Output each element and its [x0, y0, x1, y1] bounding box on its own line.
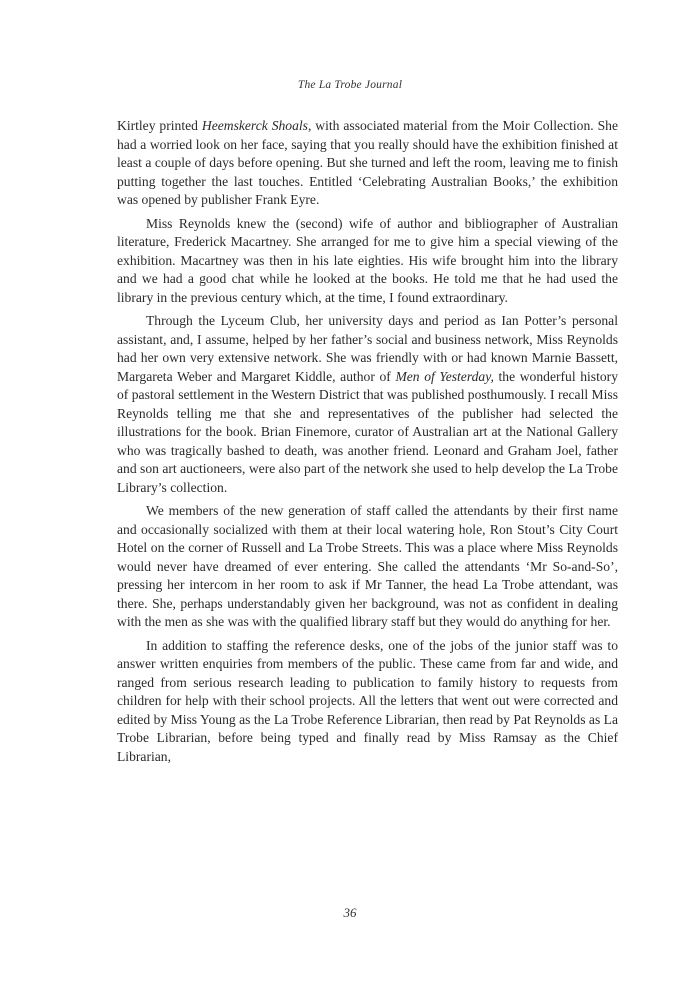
- article-body: [117, 117, 618, 771]
- text-run: Kirtley printed: [117, 118, 202, 133]
- text-run: In addition to staffing the reference desks, one of the jobs of the junior staff was to answer written enquiries from members of the public. These came from far and wide, and ranged from serious research leading to publication to family history to requests from children for help with their school projects. All the letters that went out were corrected and edited by Miss Young as the La Trobe Reference Librarian, then read by Pat Reynolds as La Trobe Librarian, before being typed and finally read by Miss Ramsay as the Chief Librarian,: [117, 637, 618, 764]
- paragraph-5: [117, 637, 618, 767]
- text-run: Through the Lyceum Club, her university days and period as Ian Potter’s personal assistant, and, I assume, helped by her father’s social and business network, Miss Reynolds had her own very extensive network. She was friendly with or had known Marnie Bassett, Margareta Weber and Margaret Kiddle, author of: [117, 313, 618, 384]
- running-head: The La Trobe Journal: [297, 79, 403, 91]
- page-number: 36: [343, 905, 357, 920]
- paragraph-2: [117, 215, 618, 308]
- book-title: Men of Yesterday,: [395, 368, 494, 384]
- paragraph-1: [117, 117, 618, 210]
- text-run: the wonderful history of pastoral settlement in the Western District that was published posthumously. I recall Miss Reynolds telling me that she and representatives of the publisher had selected the illustrations for the book. Brian Finemore, curator of Australian art at the National Gallery who was tragically bashed to death, was another friend. Leonard and Graham Joel, father and son art auctioneers, were also part of the network she used to help develop the La Trobe Library’s collection.: [117, 368, 618, 495]
- text-run: Miss Reynolds knew the (second) wife of author and bibliographer of Australian literature, Frederick Macartney. She arranged for me to give him a special viewing of the exhibition. Macartney was then in his late eighties. His wife brought him into the library and we had a good chat while he looked at the books. He told me that he had used the library in the previous century which, at the time, I found extraordinary.: [117, 215, 618, 305]
- paragraph-4: [117, 502, 618, 632]
- text-run: We members of the new generation of staff called the attendants by their first name and occasionally socialized with them at their local watering hole, Ron Stout’s City Court Hotel on the corner of Russell and La Trobe Streets. This was a place where Miss Reynolds would never have dreamed of ever entering. She called the attendants ‘Mr So-and-So’, pressing her intercom in her room to ask if Mr Tanner, the head La Trobe attendant, was there. She, perhaps understandably given her background, was not as confident in dealing with the men as she was with the qualified library staff but they would do anything for her.: [117, 503, 618, 629]
- paragraph-3: [117, 312, 618, 497]
- text-run: , with associated material from the Moir Collection. She had a worried look on her face, saying that you really should have the exhibition finished at least a couple of days before opening. But she turned and left the room, leaving me to finish putting together the last touches. Entitled ‘Celebrating Australian Books,’ the exhibition was opened by publisher Frank Eyre.: [117, 118, 618, 207]
- book-title: Heemskerck Shoals: [201, 118, 308, 133]
